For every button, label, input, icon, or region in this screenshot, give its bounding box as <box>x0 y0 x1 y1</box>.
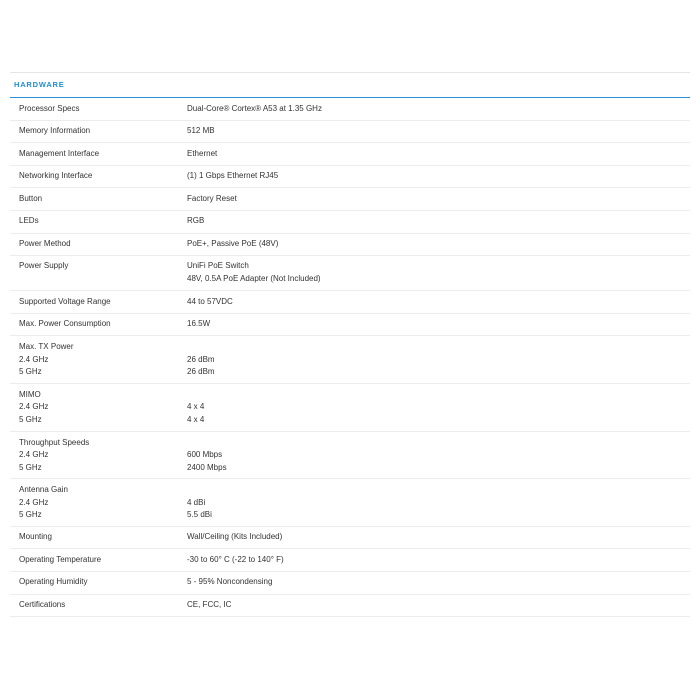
spec-label <box>10 296 187 313</box>
spec-label-line: 2.4 GHz <box>19 497 49 507</box>
spec-label-line: 5 GHz <box>19 462 42 472</box>
spec-value <box>187 125 690 142</box>
spec-label <box>10 125 187 142</box>
spec-value <box>187 170 690 187</box>
spec-value-line <box>187 484 690 497</box>
spec-value-line: 2400 Mbps <box>187 462 227 472</box>
spec-label <box>10 318 187 335</box>
spec-row <box>10 234 690 257</box>
spec-row <box>10 432 690 480</box>
spec-value-line: PoE+, Passive PoE (48V) <box>187 239 279 249</box>
spec-value <box>187 296 690 313</box>
spec-label-line: Operating Humidity <box>19 577 88 587</box>
spec-label-line: 2.4 GHz <box>19 402 49 412</box>
spec-value-line: 4 x 4 <box>187 402 205 412</box>
spec-label-line: Antenna Gain <box>19 485 68 495</box>
spec-label-line: Operating Temperature <box>19 554 102 564</box>
spec-rows <box>10 98 690 617</box>
spec-label-line: 5 GHz <box>19 414 42 424</box>
spec-label-line: 5 GHz <box>19 367 42 377</box>
spec-label-line: Supported Voltage Range <box>19 296 111 306</box>
spec-label-line: Management Interface <box>19 148 100 158</box>
spec-row <box>10 527 690 550</box>
spec-value-line: 4 dBi <box>187 497 206 507</box>
spec-label <box>10 260 187 290</box>
spec-value-line <box>187 389 690 402</box>
section-title: HARDWARE <box>10 73 690 98</box>
spec-label-line: Processor Specs <box>19 103 80 113</box>
spec-label-line: Networking Interface <box>19 171 93 181</box>
spec-row <box>10 572 690 595</box>
spec-value <box>187 389 690 431</box>
spec-label <box>10 437 187 479</box>
spec-row <box>10 384 690 432</box>
spec-row <box>10 121 690 144</box>
spec-row <box>10 314 690 337</box>
spec-value-line: Factory Reset <box>187 193 237 203</box>
spec-value <box>187 103 690 120</box>
spec-value <box>187 484 690 526</box>
spec-label <box>10 193 187 210</box>
spec-value-line: -30 to 60° C (-22 to 140° F) <box>187 554 284 564</box>
spec-value-line: 5.5 dBi <box>187 510 212 520</box>
spec-value-line: 26 dBm <box>187 354 215 364</box>
spec-value-line: 44 to 57VDC <box>187 296 233 306</box>
spec-label-line: Power Method <box>19 239 71 249</box>
spec-value <box>187 554 690 571</box>
spec-value-line: UniFi PoE Switch <box>187 261 249 271</box>
spec-value-line: CE, FCC, IC <box>187 600 232 609</box>
spec-value <box>187 341 690 383</box>
spec-row <box>10 479 690 527</box>
hardware-spec-table <box>10 72 690 617</box>
spec-label <box>10 170 187 187</box>
spec-value-line: 26 dBm <box>187 367 215 377</box>
spec-label-line: Max. TX Power <box>19 342 74 352</box>
spec-value <box>187 193 690 210</box>
spec-value-line: 600 Mbps <box>187 450 223 460</box>
spec-label-line: 2.4 GHz <box>19 354 49 364</box>
spec-value-line: 5 - 95% Noncondensing <box>187 577 273 587</box>
spec-label-line: Max. Power Consumption <box>19 319 111 329</box>
spec-label-line: Button <box>19 193 43 203</box>
spec-label-line: MIMO <box>19 389 41 399</box>
spec-label <box>10 341 187 383</box>
spec-label-line: LEDs <box>19 216 39 226</box>
spec-label-line: Throughput Speeds <box>19 437 90 447</box>
spec-value <box>187 148 690 165</box>
spec-label-line: Power Supply <box>19 261 69 271</box>
spec-label-line: Mounting <box>19 532 52 542</box>
spec-row <box>10 211 690 234</box>
spec-row <box>10 549 690 572</box>
spec-label <box>10 148 187 165</box>
spec-value <box>187 318 690 335</box>
spec-label <box>10 599 187 616</box>
spec-row <box>10 291 690 314</box>
spec-label <box>10 389 187 431</box>
spec-value-line: (1) 1 Gbps Ethernet RJ45 <box>187 171 279 181</box>
spec-value <box>187 599 690 616</box>
spec-row <box>10 143 690 166</box>
spec-value-line: Wall/Ceiling (Kits Included) <box>187 532 283 542</box>
spec-value-line <box>187 341 690 354</box>
spec-label <box>10 554 187 571</box>
spec-label <box>10 103 187 120</box>
spec-label-line: 5 GHz <box>19 510 42 520</box>
spec-label <box>10 576 187 593</box>
spec-value <box>187 576 690 593</box>
spec-value-line: 16.5W <box>187 319 211 329</box>
spec-value <box>187 260 690 290</box>
spec-row <box>10 336 690 384</box>
spec-label-line: Certifications <box>19 600 66 609</box>
spec-row <box>10 595 690 618</box>
spec-value-line: 48V, 0.5A PoE Adapter (Not Included) <box>187 273 321 283</box>
spec-row <box>10 256 690 291</box>
spec-value-line: Dual-Core® Cortex® A53 at 1.35 GHz <box>187 103 322 113</box>
spec-value <box>187 531 690 548</box>
spec-value-line: 4 x 4 <box>187 414 205 424</box>
spec-row <box>10 166 690 189</box>
spec-row <box>10 98 690 121</box>
spec-row <box>10 188 690 211</box>
spec-value-line: Ethernet <box>187 148 218 158</box>
spec-value-line: RGB <box>187 216 205 226</box>
spec-label <box>10 215 187 232</box>
spec-label-line: Memory Information <box>19 126 91 136</box>
spec-value-line: 512 MB <box>187 126 215 136</box>
spec-label <box>10 484 187 526</box>
spec-value <box>187 437 690 479</box>
spec-value <box>187 215 690 232</box>
spec-label <box>10 531 187 548</box>
spec-label-line: 2.4 GHz <box>19 450 49 460</box>
spec-value-line <box>187 437 690 450</box>
spec-label <box>10 238 187 255</box>
spec-value <box>187 238 690 255</box>
